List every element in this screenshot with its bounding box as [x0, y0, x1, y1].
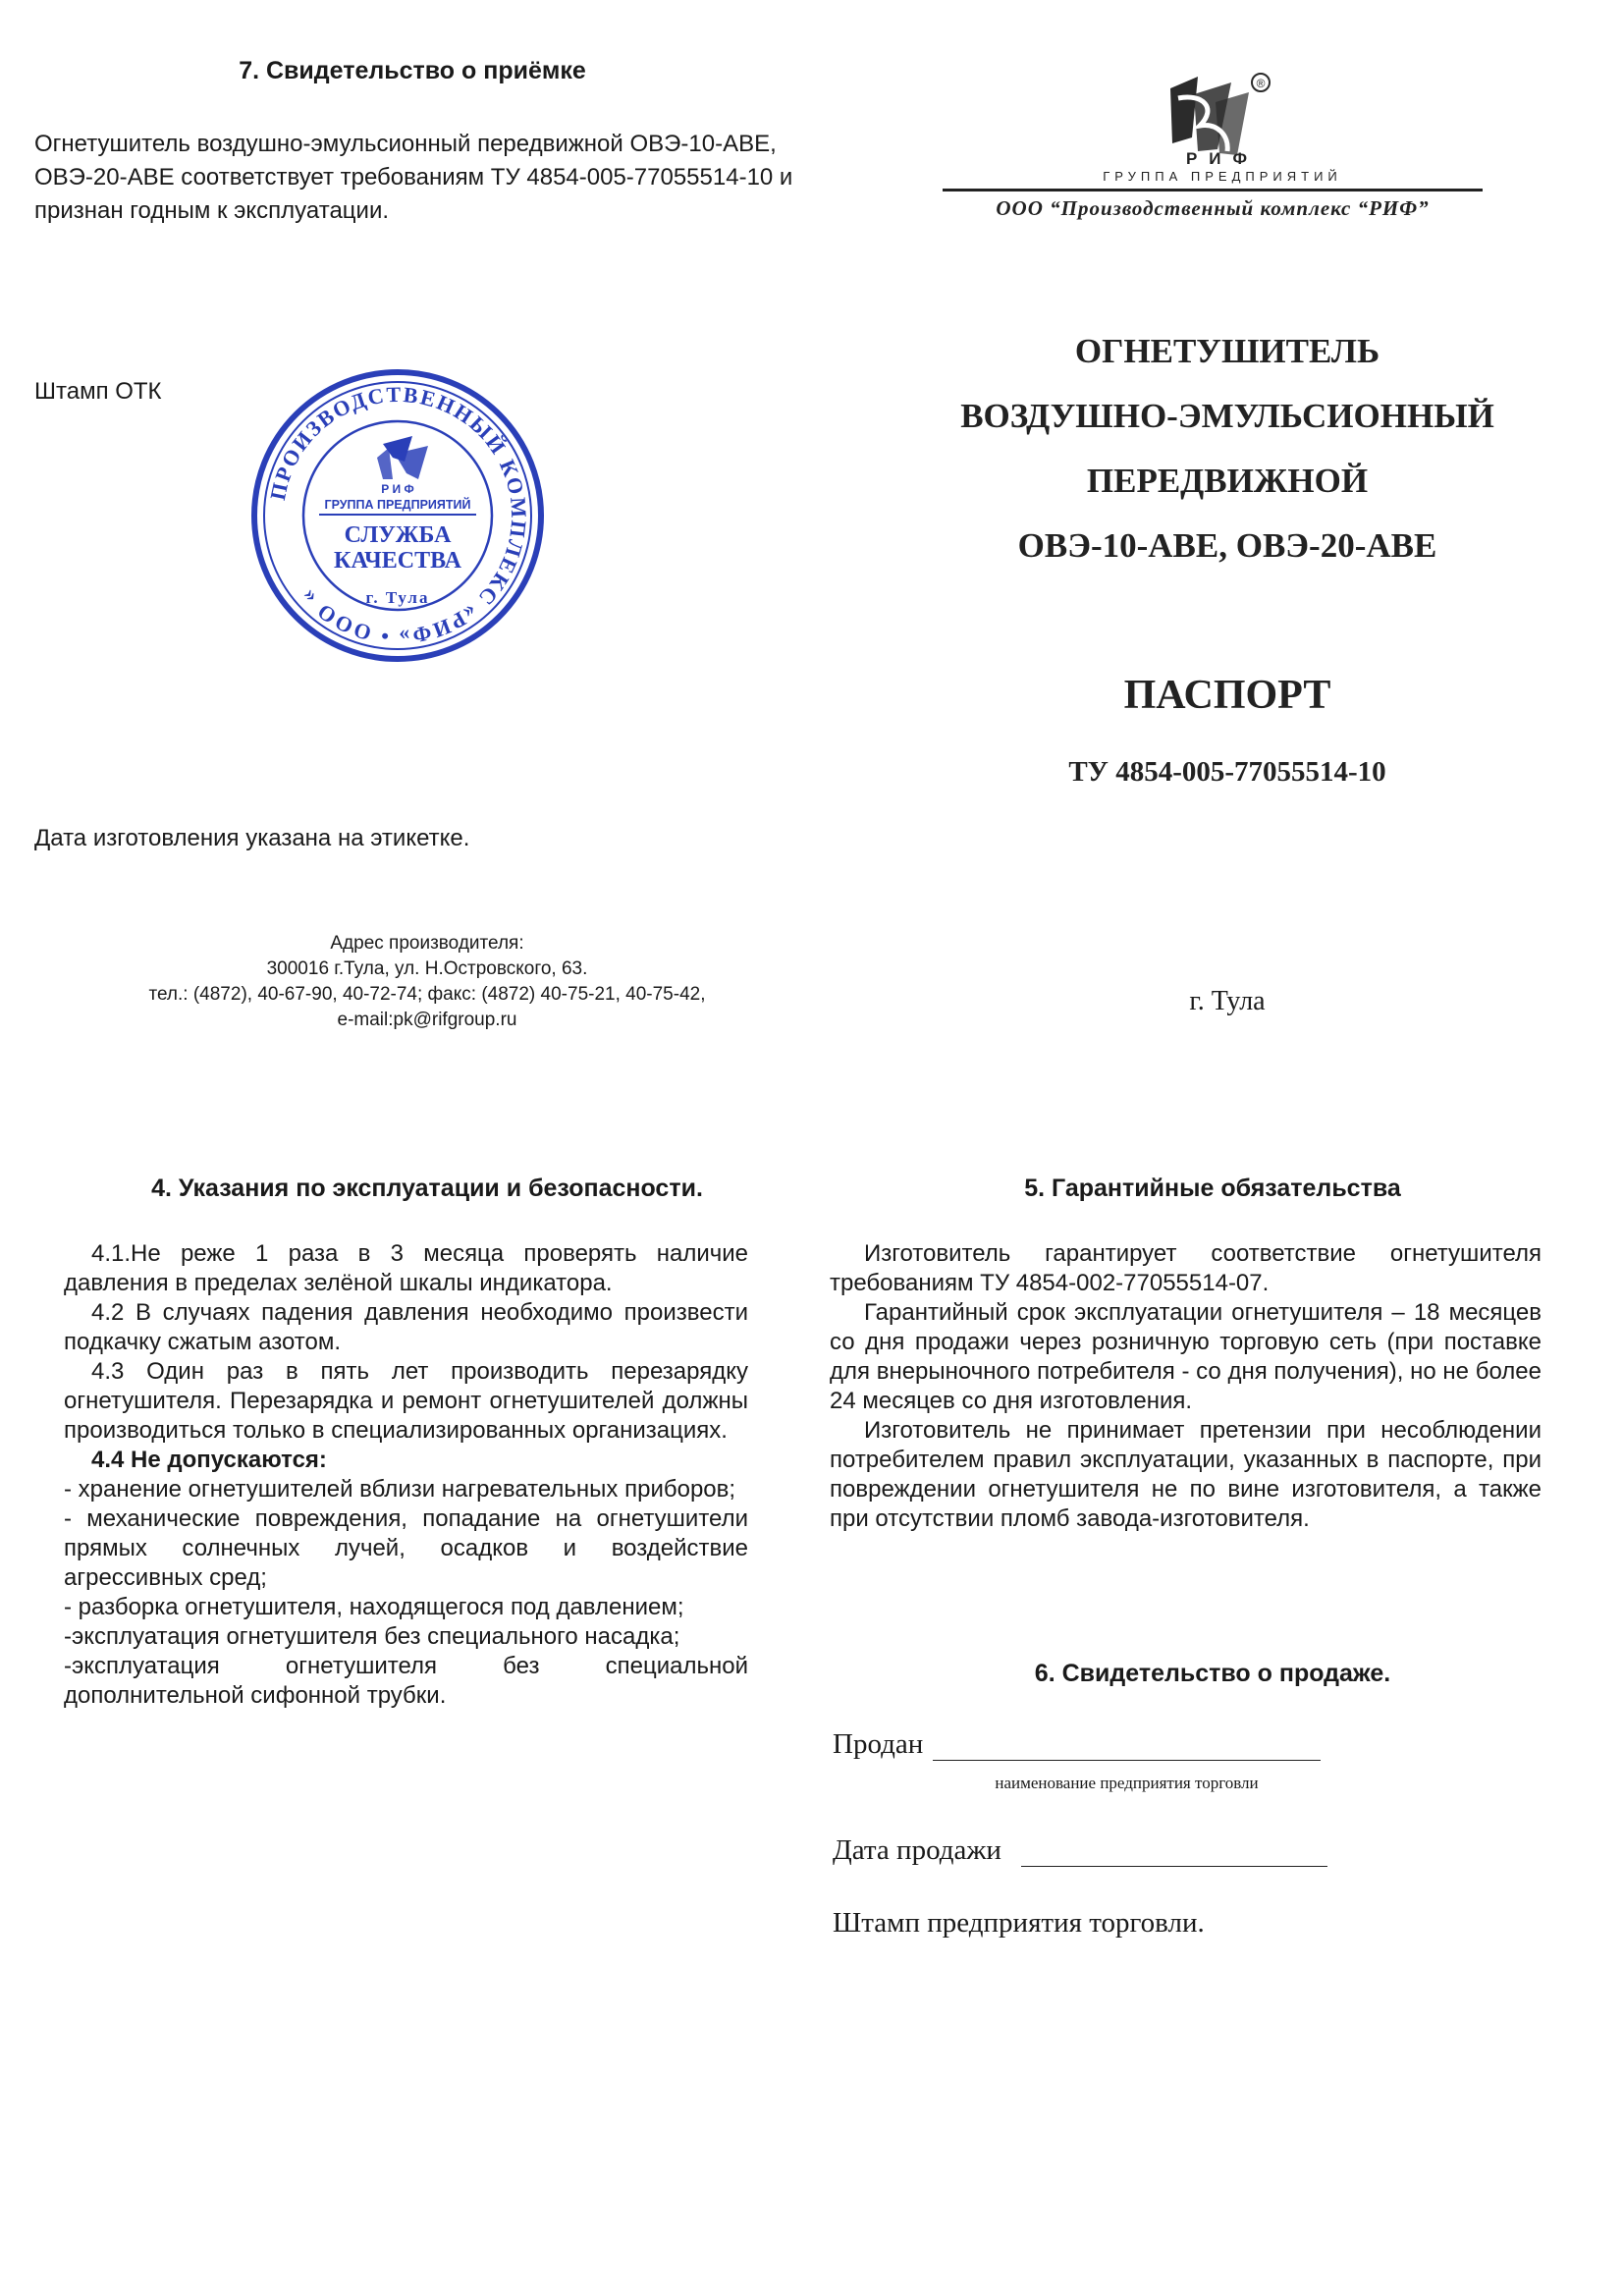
instruction-4-3: 4.3 Один раз в пять лет производить перезарядку огнетушителя. Перезарядка и ремонт огнетушителей должны производиться только в специализированных организациях.	[64, 1358, 748, 1444]
prohibited-item: - механические повреждения, попадание на огнетушители прямых солнечных лучей, осадков и воздействие агрессивных сред;	[64, 1505, 748, 1591]
section-6-title: 6. Свидетельство о продаже.	[1034, 1660, 1391, 1687]
stamp-service-line1: СЛУЖБА	[344, 522, 452, 548]
product-title-line3: ПЕРЕДВИЖНОЙ	[1086, 462, 1369, 500]
sold-blank-line	[933, 1760, 1321, 1761]
trade-stamp-label: Штамп предприятия торговли.	[833, 1907, 1205, 1939]
manufacturer-address	[49, 931, 805, 1033]
address-email: e-mail:pk@rifgroup.ru	[337, 1010, 517, 1030]
section-5-body	[830, 1239, 1542, 1534]
manufacture-date-note: Дата изготовления указана на этикетке.	[34, 825, 470, 851]
registered-mark: ®	[1256, 77, 1266, 90]
logo-group: ГРУППА ПРЕДПРИЯТИЙ	[1103, 169, 1342, 184]
product-title-line2: ВОЗДУШНО-ЭМУЛЬСИОННЫЙ	[960, 397, 1494, 435]
address-phones: тел.: (4872), 40-67-90, 40-72-74; факс: (4872) 40-75-21, 40-75-42,	[148, 984, 706, 1005]
sold-hint: наименование предприятия торговли	[995, 1774, 1259, 1792]
product-title-line1: ОГНЕТУШИТЕЛЬ	[1074, 332, 1380, 370]
stamp-service-line2: КАЧЕСТВА	[334, 548, 461, 574]
logo-brand: РИФ	[1185, 149, 1260, 168]
section-5-title: 5. Гарантийные обязательства	[1024, 1175, 1401, 1202]
warranty-paragraph-1: Изготовитель гарантирует соответствие огнетушителя требованиям ТУ 4854-002-77055514-07.	[830, 1240, 1542, 1296]
address-street: 300016 г.Тула, ул. Н.Островского, 63.	[266, 958, 588, 979]
otk-stamp-label: Штамп ОТК	[34, 378, 162, 405]
instruction-4-4-title: 4.4 Не допускаются:	[91, 1447, 327, 1473]
acceptance-text: Огнетушитель воздушно-эмульсионный передвижной ОВЭ-10-АВЕ, ОВЭ-20-АВЕ соответствует требованиям ТУ 4854-005-77055514-10 и признан годным к эксплуатации.	[34, 131, 793, 224]
instruction-4-2: 4.2 В случаях падения давления необходимо произвести подкачку сжатым азотом.	[64, 1299, 748, 1355]
warranty-paragraph-3: Изготовитель не принимает претензии при несоблюдении потребителем правил эксплуатации, указанных в паспорте, при повреждении огнетушителя не по вине изготовителя, а также при отсутствии пломб завода-изготовителя.	[830, 1417, 1542, 1532]
stamp-ring-text: ПРОИЗВОДСТВЕННЫЙ КОМПЛЕКС «РИФ» • ООО «	[264, 381, 532, 650]
product-models: ОВЭ-10-АВЕ, ОВЭ-20-АВЕ	[1017, 526, 1437, 565]
city-label: г. Тула	[1189, 986, 1266, 1016]
prohibited-item: -эксплуатация огнетушителя без специальной дополнительной сифонной трубки.	[64, 1653, 748, 1709]
section-4-title: 4. Указания по эксплуатации и безопасности.	[151, 1175, 703, 1202]
passport-heading: ПАСПОРТ	[1123, 673, 1331, 718]
stamp-city: г. Тула	[365, 588, 430, 607]
prohibited-item: -эксплуатация огнетушителя без специального насадка;	[64, 1623, 680, 1650]
sale-date-label: Дата продажи	[833, 1834, 1001, 1866]
address-label: Адрес производителя:	[330, 933, 524, 954]
quality-stamp	[245, 363, 550, 668]
sale-date-blank-line	[1021, 1866, 1327, 1867]
stamp-group: ГРУППА ПРЕДПРИЯТИЙ	[324, 498, 471, 512]
stamp-logo-icon	[377, 436, 428, 479]
sold-label: Продан	[833, 1728, 924, 1760]
tu-number: ТУ 4854-005-77055514-10	[1068, 756, 1386, 788]
logo-company: ООО “Производственный комплекс “РИФ”	[996, 196, 1430, 220]
section-4-body	[64, 1239, 748, 1711]
stamp-brand: Р И Ф	[381, 482, 414, 496]
prohibited-item: - разборка огнетушителя, находящегося под давлением;	[64, 1594, 684, 1620]
instruction-4-1: 4.1.Не реже 1 раза в 3 месяца проверять наличие давления в пределах зелёной шкалы индикатора.	[64, 1240, 748, 1296]
prohibited-item: - хранение огнетушителей вблизи нагревательных приборов;	[64, 1476, 736, 1503]
section-7-title: 7. Свидетельство о приёмке	[239, 57, 586, 84]
logo-divider	[943, 189, 1483, 191]
warranty-paragraph-2: Гарантийный срок эксплуатации огнетушителя – 18 месяцев со дня продажи через розничную торговую сеть (при поставке для внерыночного потребителя - со дня получения), но не более 24 месяцев со дня изготовления.	[830, 1299, 1542, 1414]
